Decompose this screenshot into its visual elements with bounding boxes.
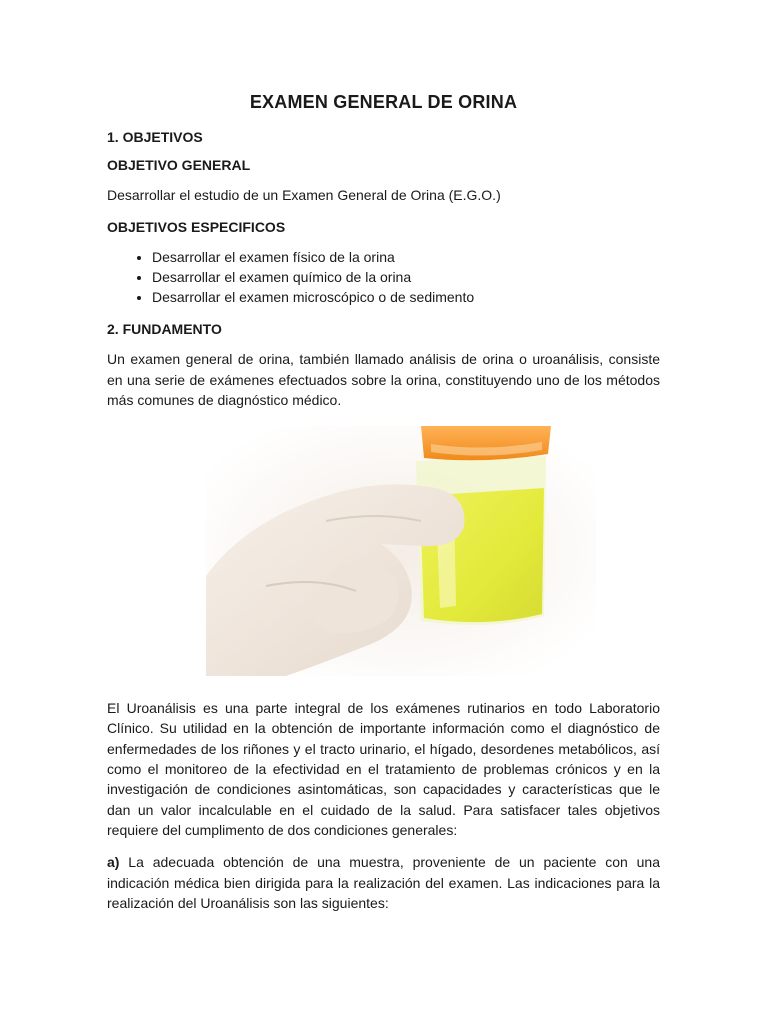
urine-sample-photo: [206, 426, 596, 676]
section-heading-fundamento: 2. FUNDAMENTO: [107, 321, 222, 338]
fundamento-body: El Uroanálisis es una parte integral de los exámenes rutinarios en todo Laboratorio Clínico. Su utilidad en la obtención de importante información como el diagnóstico de enfermedades de los riñones y el tracto urinario, el hígado, desordenes metabólicos, así como el monitoreo de la efectividad en el tratamiento de problemas crónicos y en la investigación de condiciones asintomáticas, son capacidades y características que le dan un valor incalculable en el cuidado de la salud. Para satisfacer tales objetivos requiere del cumplimento de dos condiciones generales:: [107, 700, 660, 838]
list-item: • Desarrollar el examen microscópico o de sedimento: [152, 287, 660, 307]
subheading-objetivos-especificos: OBJETIVOS ESPECIFICOS: [107, 219, 286, 236]
list-item: • Desarrollar el examen físico de la orina: [152, 247, 660, 267]
urine-sample-illustration: [206, 426, 596, 676]
objetivo-general-text: Desarrollar el estudio de un Examen General de Orina (E.G.O.): [107, 187, 501, 203]
point-a-label: a): [107, 854, 120, 871]
document-content: [107, 92, 660, 925]
point-a-text: La adecuada obtención de una muestra, proveniente de un paciente con una indicación médica bien dirigida para la realización del examen. Las indicaciones para la realización del Uroanálisis son las siguientes:: [107, 854, 660, 911]
subheading-objetivo-general: OBJETIVO GENERAL: [107, 157, 251, 173]
fundamento-intro: Un examen general de orina, también llamado análisis de orina o uroanálisis, consiste en una serie de exámenes efectuados sobre la orina, constituyendo uno de los métodos más comunes de diagnóstico médico.: [107, 351, 660, 408]
point-a-paragraph: [107, 852, 660, 913]
objetivos-especificos-list: [107, 247, 660, 307]
section-heading-objetivos: 1. OBJETIVOS: [107, 129, 203, 145]
list-item: • Desarrollar el examen químico de la orina: [152, 267, 660, 287]
document-title: EXAMEN GENERAL DE ORINA: [249, 92, 518, 112]
